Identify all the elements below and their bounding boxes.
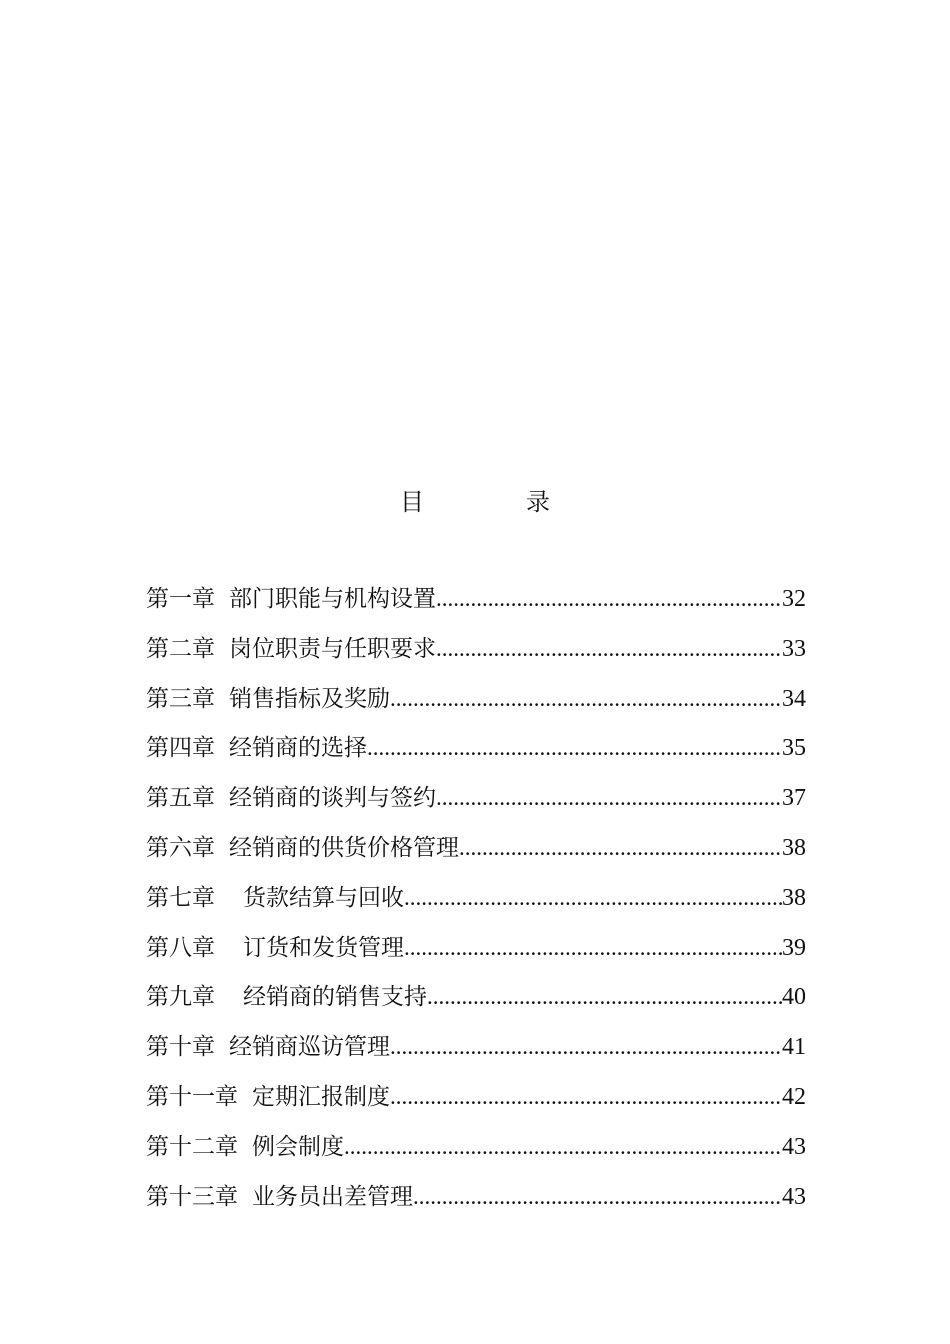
toc-chapter-title: 业务员出差管理 [252, 1183, 413, 1210]
toc-dot-leader [436, 580, 782, 618]
toc-chapter-number: 第六章 [146, 834, 215, 861]
toc-entry-7[interactable] [146, 879, 806, 929]
toc-dot-leader [436, 779, 782, 817]
toc-dot-leader [404, 929, 782, 967]
toc-chapter-number: 第二章 [146, 635, 215, 662]
toc-dot-leader [390, 1028, 782, 1066]
toc-page-number: 39 [782, 934, 806, 961]
toc-entry-6[interactable] [146, 829, 806, 879]
toc-page-number: 33 [782, 635, 806, 662]
toc-chapter-number: 第九章 [146, 984, 215, 1011]
toc-page-number: 38 [782, 884, 806, 911]
toc-page-number: 38 [782, 834, 806, 861]
toc-chapter-number: 第五章 [146, 785, 215, 812]
toc-page-number: 35 [782, 735, 806, 762]
toc-entry-5[interactable] [146, 779, 806, 829]
toc-chapter-number: 第十二章 [146, 1133, 238, 1160]
toc-dot-leader [427, 978, 782, 1016]
toc-chapter-title: 经销商的销售支持 [243, 984, 427, 1011]
toc-page-number: 34 [782, 685, 806, 712]
table-of-contents [146, 580, 806, 1227]
toc-heading [0, 482, 950, 518]
toc-page-number: 40 [782, 984, 806, 1011]
toc-dot-leader [404, 879, 782, 917]
toc-chapter-number: 第三章 [146, 685, 215, 712]
toc-heading-char-2: 录 [526, 488, 550, 516]
toc-chapter-number: 第十章 [146, 1034, 215, 1061]
toc-entry-13[interactable] [146, 1178, 806, 1228]
toc-chapter-title: 定期汇报制度 [252, 1083, 390, 1110]
toc-dot-leader [413, 1178, 782, 1216]
toc-page-number: 43 [782, 1183, 806, 1210]
toc-chapter-title: 经销商的选择 [229, 735, 367, 762]
toc-chapter-number: 第十一章 [146, 1083, 238, 1110]
toc-page-number: 37 [782, 785, 806, 812]
toc-chapter-title: 部门职能与机构设置 [229, 586, 436, 612]
toc-chapter-number: 第四章 [146, 735, 215, 762]
toc-entry-9[interactable] [146, 978, 806, 1028]
toc-entry-3[interactable] [146, 680, 806, 730]
toc-dot-leader [367, 729, 782, 767]
toc-chapter-title: 经销商的谈判与签约 [229, 785, 436, 812]
toc-entry-2[interactable] [146, 630, 806, 680]
toc-chapter-title: 货款结算与回收 [243, 884, 404, 911]
toc-chapter-number: 第一章 [146, 586, 215, 612]
toc-chapter-number: 第七章 [146, 884, 215, 911]
toc-page-number: 32 [782, 586, 806, 612]
toc-chapter-title: 岗位职责与任职要求 [229, 635, 436, 662]
toc-heading-char-1: 目 [400, 488, 424, 516]
toc-chapter-title: 例会制度 [252, 1133, 344, 1160]
toc-page-number: 41 [782, 1034, 806, 1061]
toc-dot-leader [390, 1078, 782, 1116]
toc-chapter-title: 经销商的供货价格管理 [229, 834, 459, 861]
toc-chapter-number: 第八章 [146, 934, 215, 961]
toc-dot-leader [459, 829, 782, 867]
toc-entry-12[interactable] [146, 1128, 806, 1178]
toc-dot-leader [344, 1128, 782, 1166]
toc-chapter-title: 销售指标及奖励 [229, 685, 390, 712]
toc-entry-8[interactable] [146, 929, 806, 979]
toc-page-number: 43 [782, 1133, 806, 1160]
toc-dot-leader [390, 680, 782, 718]
toc-entry-11[interactable] [146, 1078, 806, 1128]
toc-chapter-title: 经销商巡访管理 [229, 1034, 390, 1061]
toc-entry-4[interactable] [146, 729, 806, 779]
toc-page-number: 42 [782, 1083, 806, 1110]
toc-dot-leader [436, 630, 782, 668]
toc-entry-10[interactable] [146, 1028, 806, 1078]
toc-chapter-title: 订货和发货管理 [243, 934, 404, 961]
toc-chapter-number: 第十三章 [146, 1183, 238, 1210]
toc-entry-1[interactable] [146, 580, 806, 630]
